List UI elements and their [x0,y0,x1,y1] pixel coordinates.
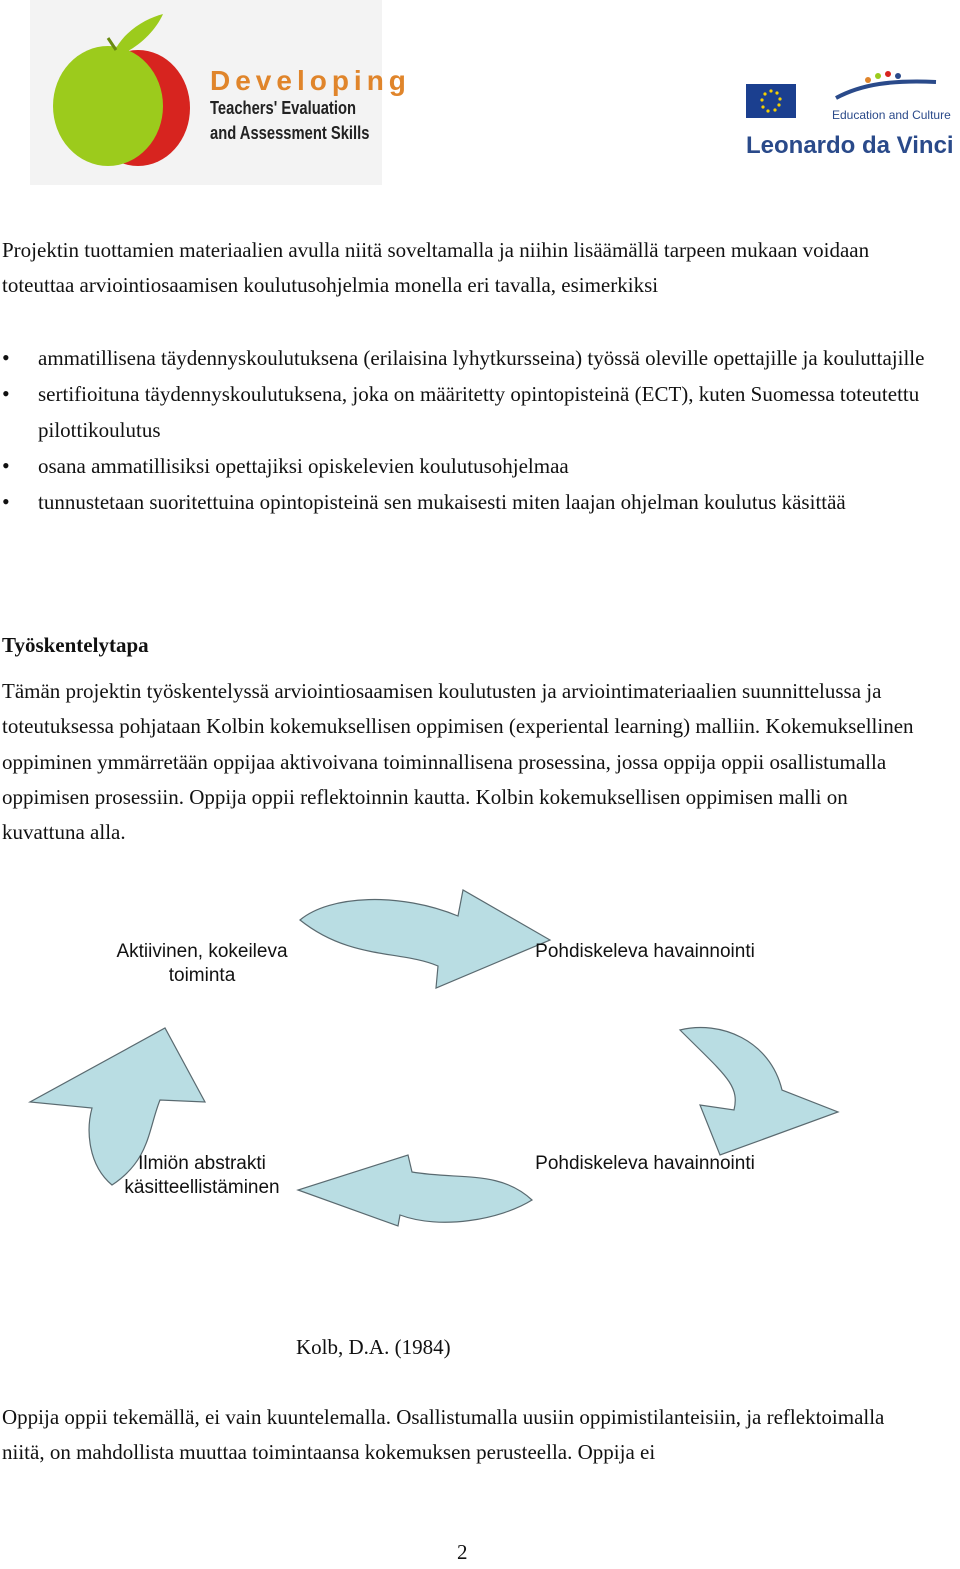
eu-flag-icon [746,84,796,118]
arrow-bottom [298,1155,532,1226]
leonardo-label: Leonardo da Vinci [746,132,954,159]
arrow-top [300,890,550,988]
label-reflective-observation-bottom: Pohdiskeleva havainnointi [535,1153,755,1174]
bullet-list [0,340,930,520]
label-active-experimentation: Aktiivinen, kokeileva toiminta [116,941,288,986]
closing-paragraph: Oppija oppii tekemällä, ei vain kuuntelemalla. Osallistumalla uusiin oppimistilanteisiin, ja reflektoimalla niitä, on mahdollista muuttaa toimintaansa kokemuksen perusteella. Oppija ei [2,1405,885,1465]
figure-caption: Kolb, D.A. (1984) [296,1335,451,1359]
apple-icon [38,8,208,178]
logo-developing: Developing [210,65,411,96]
logo-text [210,66,411,146]
leonardo-da-vinci-logo [740,70,960,165]
list-item: • sertifioituna täydennyskoulutuksena, joka on määritetty opintopisteinä (ECT), kuten Suomessa toteutettu pilottikoulutus [0,376,930,448]
list-item: • ammatillisena täydennyskoulutuksena (erilaisina lyhytkursseina) työssä oleville opettajille ja kouluttajille [0,340,930,376]
developing-skills-logo [30,0,411,185]
logo-line-1: Teachers' Evaluation [210,98,356,118]
stars-swoosh-icon [832,70,942,104]
page-number: 2 [457,1540,468,1564]
list-item: • tunnustetaan suoritettuina opintopisteinä sen mukaisesti miten laajan ohjelman koulutus käsittää [0,484,930,520]
intro-paragraph: Projektin tuottamien materiaalien avulla niitä soveltamalla ja niihin lisäämällä tarpeen mukaan voidaan toteuttaa arviointiosaamisen koulutusohjelmia monella eri tavalla, esimerkiksi [2,238,870,298]
label-reflective-observation-top: Pohdiskeleva havainnointi [535,941,755,962]
arrow-right [680,1028,838,1156]
kolb-cycle-diagram [0,880,960,1240]
body-paragraph: Tämän projektin työskentelyssä arviointiosaamisen koulutusten ja arviointimateriaalien suunnittelussa ja toteutuksessa pohjataan Kolbin kokemuksellisen oppimisen (experiental learning) malliin. Kokemuksellinen oppiminen ymmärretään oppijaa aktivoivana toiminnallisena prosessina, jossa oppija oppii osallistumalla oppimisen prosessiin. Oppija oppii reflektoinnin kautta. Kolbin kokemuksellisen oppimisen malli on kuvattuna alla. [2,679,914,845]
label-abstract-conceptualization: Ilmiön abstrakti käsitteellistäminen [124,1153,280,1198]
section-heading: Työskentelytapa [2,633,149,657]
education-culture-label: Education and Culture [832,108,951,122]
list-item: • osana ammatillisiksi opettajiksi opiskelevien koulutusohjelmaa [0,448,930,484]
logo-line-2: and Assessment Skills [210,123,370,143]
